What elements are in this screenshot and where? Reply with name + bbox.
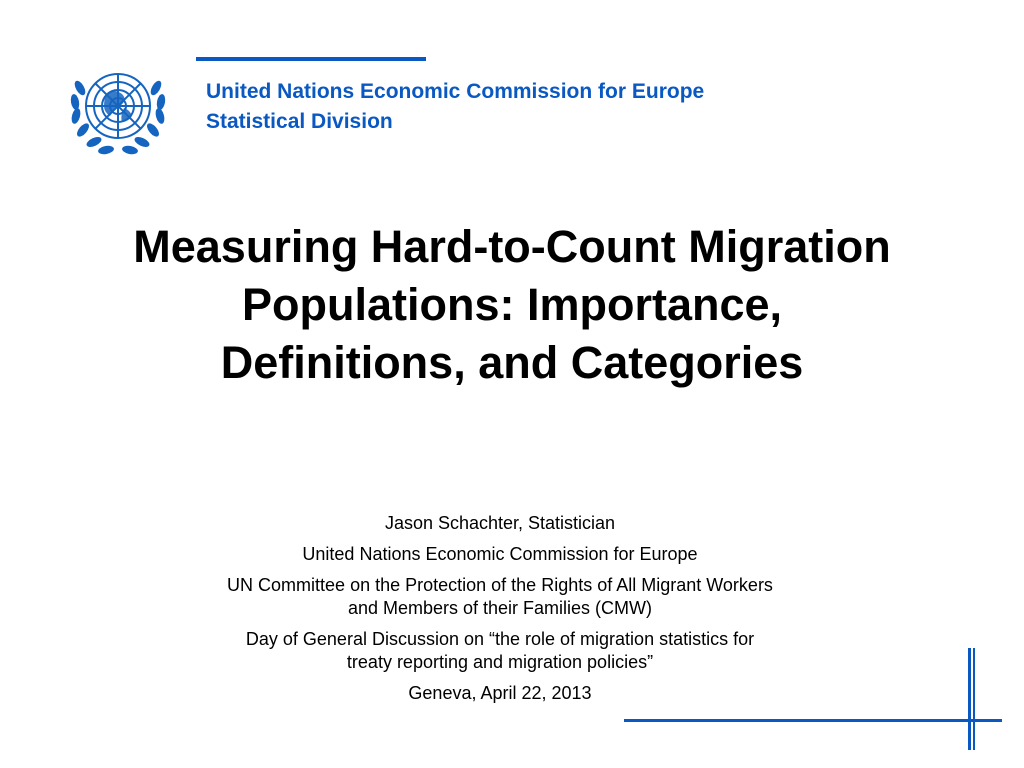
location-date: Geneva, April 22, 2013 xyxy=(408,683,592,703)
slide-title xyxy=(40,218,984,392)
organization-name-rest: Economic Commission for Europe xyxy=(354,80,705,103)
header-rule xyxy=(196,57,426,61)
committee-line-1: UN Committee on the Protection of the Rights of All Migrant Workers xyxy=(227,575,773,595)
organization-name xyxy=(206,77,906,107)
event-name xyxy=(100,628,900,674)
presenter-affiliation: United Nations Economic Commission for Europe xyxy=(302,544,698,564)
title-line-3: Definitions, and Categories xyxy=(220,337,804,388)
presenter-info xyxy=(100,512,900,713)
decorative-vertical-rule-2 xyxy=(973,648,975,750)
committee-name xyxy=(100,574,900,620)
event-line-1: Day of General Discussion on “the role of migration statistics for xyxy=(245,629,755,649)
title-line-2: Populations: Importance, xyxy=(241,279,783,330)
committee-line-2: and Members of their Families (CMW) xyxy=(347,598,653,618)
event-line-2: treaty reporting and migration policies” xyxy=(346,652,654,672)
organization-name-bold: United Nations xyxy=(206,80,355,103)
division-name: Statistical Division xyxy=(206,110,393,133)
title-line-1: Measuring Hard-to-Count Migration xyxy=(133,221,891,272)
decorative-horizontal-rule xyxy=(624,719,1002,722)
un-emblem-logo xyxy=(58,58,178,164)
organization-header xyxy=(206,77,906,137)
decorative-vertical-rule-1 xyxy=(968,648,971,750)
presenter-name: Jason Schachter, Statistician xyxy=(384,513,616,533)
